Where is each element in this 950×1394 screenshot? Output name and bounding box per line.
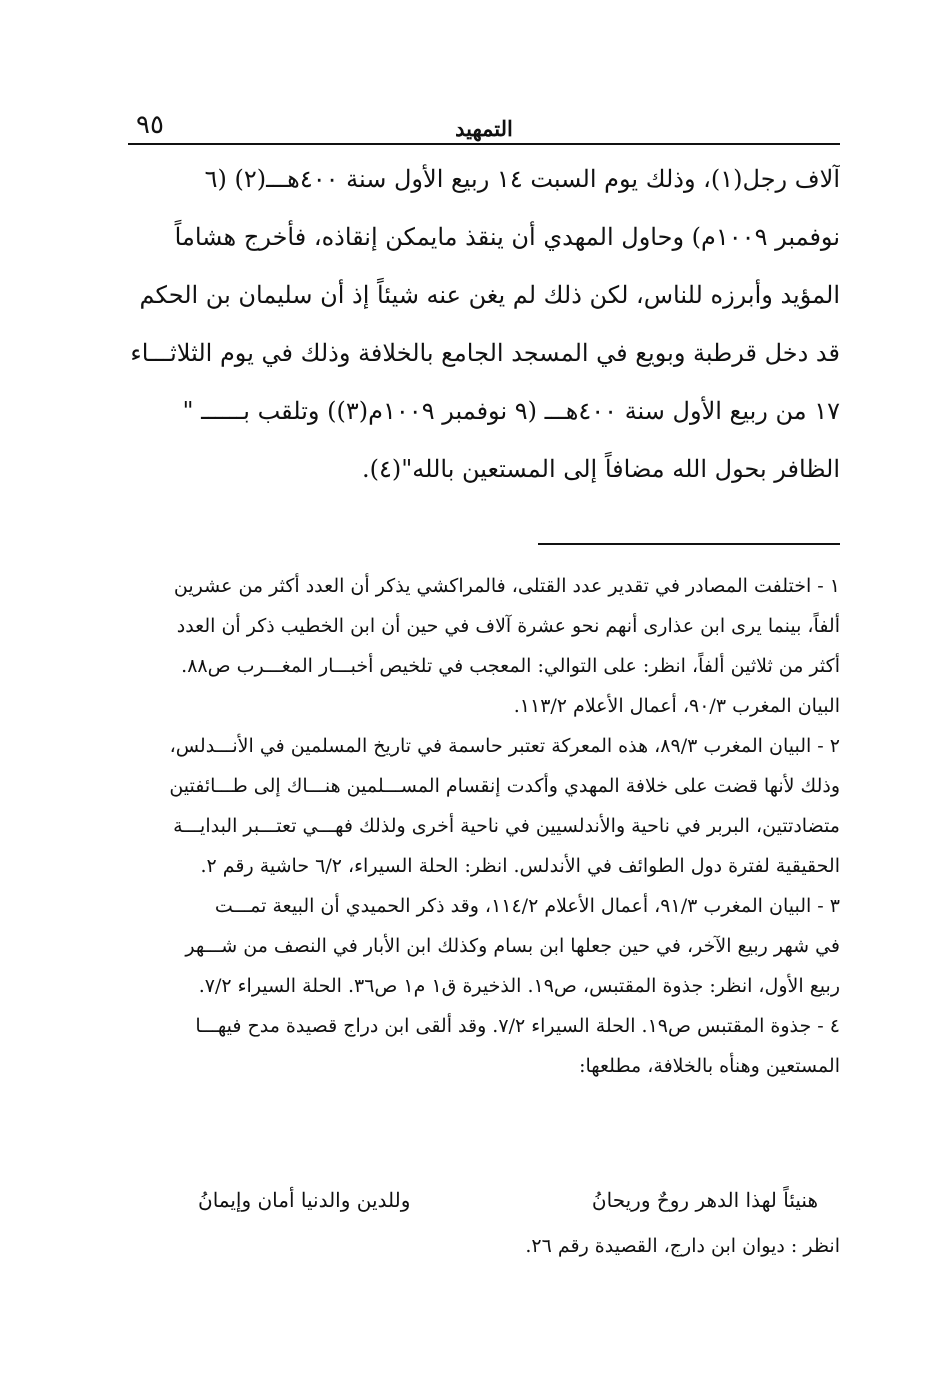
main-text-line: قد دخل قرطبة وبويع في المسجد الجامع بالخلافة وذلك في يوم الثلاثـــاء bbox=[130, 339, 840, 367]
poem-second-hemistich: وللدين والدنيا أمان وإيمانُ bbox=[198, 1188, 411, 1212]
footnote-line: أكثر من ثلاثين ألفاً، انظر: على التوالي: المعجب في تلخيص أخبـــار المغـــرب ص٨٨. bbox=[181, 655, 840, 677]
main-text-block bbox=[128, 150, 840, 498]
footnote-line: في شهر ربيع الآخر، في حين جعلها ابن بسام وكذلك ابن الأبار في النصف من شـــهر bbox=[185, 935, 840, 957]
main-text-line: آلاف رجل(١)، وذلك يوم السبت ١٤ ربيع الأول سنة ٤٠٠هـــ(٢) (٦ bbox=[204, 165, 840, 193]
main-text-line: الظافر بحول الله مضافاً إلى المستعين بالله"(٤). bbox=[361, 455, 840, 483]
page-header bbox=[128, 110, 840, 144]
footnote-line: المستعين وهنأه بالخلافة، مطلعها: bbox=[579, 1055, 840, 1077]
footnote-line: الحقيقية لفترة دول الطوائف في الأندلس. انظر: الحلة السيراء، ٦/٢ حاشية رقم ٢. bbox=[200, 855, 840, 877]
footnote-line: متضادتتين، البربر في ناحية والأندلسيين في ناحية أخرى ولذلك فهـــي تعتـــبر البدايـــة bbox=[173, 815, 840, 837]
main-text-line: ١٧ من ربيع الأول سنة ٤٠٠هـــ (٩ نوفمبر ١٠٠٩م(٣)) وتلقب بــــــ " bbox=[182, 397, 840, 425]
page-number: ٩٥ bbox=[136, 110, 164, 140]
running-title: التمهيد bbox=[455, 116, 513, 141]
footnotes-block bbox=[128, 566, 840, 1086]
main-text-line: نوفمبر ١٠٠٩م) وحاول المهدي أن ينقذ مايمكن إنقاذه، فأخرج هشاماً bbox=[174, 223, 840, 251]
footnote-line: ربيع الأول، انظر: جذوة المقتبس، ص١٩. الذخيرة ق١ م١ ص٣٦. الحلة السيراء ٧/٢. bbox=[198, 975, 840, 997]
footnote-line: ٢ - البيان المغرب ٨٩/٣، هذه المعركة تعتبر حاسمة في تاريخ المسلمين في الأنـــدلس، bbox=[169, 735, 840, 757]
footnote-line: وذلك لأنها قضت على خلافة المهدي وأكدت إنقسام المســـلمين هنـــاك إلى طـــائفتين bbox=[169, 775, 840, 797]
footnote-line: البيان المغرب ٩٠/٣، أعمال الأعلام ١١٣/٢. bbox=[513, 695, 840, 717]
footnote-separator bbox=[538, 543, 840, 545]
footnote-line: ١ - اختلفت المصادر في تقدير عدد القتلى، فالمراكشي يذكر أن العدد أكثر من عشرين bbox=[173, 575, 840, 597]
poem-verse bbox=[128, 1180, 840, 1224]
footnote-line: ألفاً، بينما يرى ابن عذارى أنهم نحو عشرة آلاف في حين أن ابن الخطيب ذكر أن العدد bbox=[176, 615, 840, 637]
poem-first-hemistich: هنيئاً لهذا الدهر روحٌ وريحانُ bbox=[591, 1188, 818, 1212]
main-text-line: المؤيد وأبرزه للناس، لكن ذلك لم يغن عنه شيئاً إذ أن سليمان بن الحكم bbox=[139, 281, 840, 309]
footnote-line: ٣ - البيان المغرب ٩١/٣، أعمال الأعلام ١١٤/٢، وقد ذكر الحميدي أن البيعة تمـــت bbox=[214, 895, 840, 917]
see-also-reference: انظر : ديوان ابن دارج، القصيدة رقم ٢٦. bbox=[525, 1235, 840, 1257]
header-rule bbox=[128, 143, 840, 145]
footnote-line: ٤ - جذوة المقتبس ص١٩. الحلة السيراء ٧/٢. وقد ألقى ابن دراج قصيدة مدح فيهـــا bbox=[195, 1015, 840, 1037]
